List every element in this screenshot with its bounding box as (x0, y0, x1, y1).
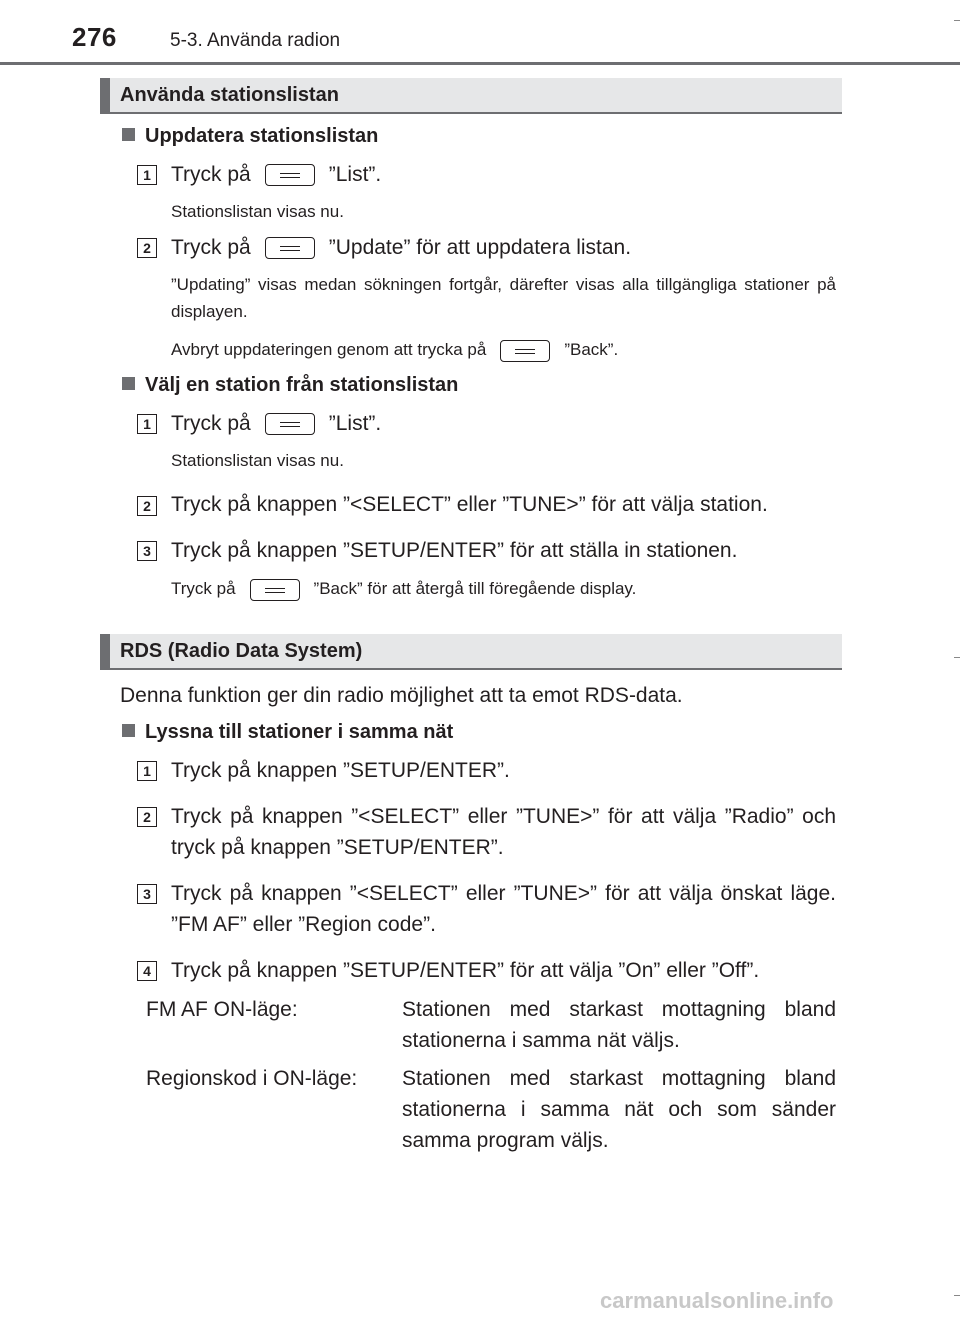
watermark: carmanualsonline.info (600, 1288, 834, 1313)
square-bullet-icon (122, 377, 135, 390)
step-number: 1 (137, 761, 157, 781)
step-note: Stationslistan visas nu. (171, 202, 344, 221)
step-number: 1 (137, 414, 157, 434)
step-note: Tryck på ”Back” för att återgå till föregående display. (171, 575, 636, 602)
section-header (100, 78, 842, 114)
step-number: 2 (137, 238, 157, 258)
step-text: Tryck på knappen ”SETUP/ENTER”. (171, 759, 510, 782)
definition-term: FM AF ON-läge: (146, 998, 298, 1021)
square-bullet-icon (122, 128, 135, 141)
preset-button-icon (265, 237, 315, 259)
section-title: Använda stationslistan (120, 84, 339, 106)
step-text: Tryck på knappen ”SETUP/ENTER” för att ställa in stationen. (171, 539, 738, 562)
page-number: 276 (72, 22, 117, 52)
margin-tick (954, 657, 960, 658)
step-number: 2 (137, 807, 157, 827)
step-number: 3 (137, 884, 157, 904)
step-text: Tryck på knappen ”<SELECT” eller ”TUNE>” för att välja ”Radio” och tryck på knappen ”SETUP/ENTER”. (171, 805, 836, 859)
step-text: Tryck på ”List”. (171, 412, 382, 435)
step-text: Tryck på ”Update” för att uppdatera listan. (171, 236, 632, 259)
step-text: Tryck på ”List”. (171, 163, 382, 186)
margin-tick (954, 1295, 960, 1296)
definition-description: Stationen med starkast mottagning bland stationerna i samma nät och som sänder samma program väljs. (402, 1067, 836, 1152)
margin-tick (954, 20, 960, 21)
step-note: ”Updating” visas medan sökningen fortgår, därefter visas alla tillgängliga stationer på displayen. (171, 275, 836, 321)
step-number: 2 (137, 496, 157, 516)
preset-button-icon (265, 413, 315, 435)
section-header (100, 634, 842, 670)
definition-term: Regionskod i ON-läge: (146, 1067, 358, 1090)
step-note: Avbryt uppdateringen genom att trycka på ”Back”. (171, 336, 618, 363)
definition-description: Stationen med starkast mottagning bland stationerna i samma nät väljs. (402, 998, 836, 1052)
preset-button-icon (250, 579, 300, 601)
step-text: Tryck på knappen ”SETUP/ENTER” för att välja ”On” eller ”Off”. (171, 959, 760, 982)
step-text: Tryck på knappen ”<SELECT” eller ”TUNE>” för att välja station. (171, 493, 768, 516)
square-bullet-icon (122, 724, 135, 737)
header-rule (0, 62, 960, 65)
subsection-title: Uppdatera stationslistan (122, 125, 378, 148)
preset-button-icon (500, 340, 550, 362)
section-title: RDS (Radio Data System) (120, 640, 363, 662)
subsection-title: Välj en station från stationslistan (122, 374, 458, 397)
chapter-title: 5-3. Använda radion (170, 30, 341, 51)
intro-paragraph: Denna funktion ger din radio möjlighet att ta emot RDS-data. (120, 684, 683, 707)
step-note: Stationslistan visas nu. (171, 451, 344, 470)
step-number: 1 (137, 165, 157, 185)
subsection-title: Lyssna till stationer i samma nät (122, 721, 453, 744)
step-number: 3 (137, 541, 157, 561)
step-number: 4 (137, 961, 157, 981)
step-text: Tryck på knappen ”<SELECT” eller ”TUNE>” för att välja önskat läge. ”FM AF” eller ”Region code”. (171, 882, 836, 936)
preset-button-icon (265, 164, 315, 186)
